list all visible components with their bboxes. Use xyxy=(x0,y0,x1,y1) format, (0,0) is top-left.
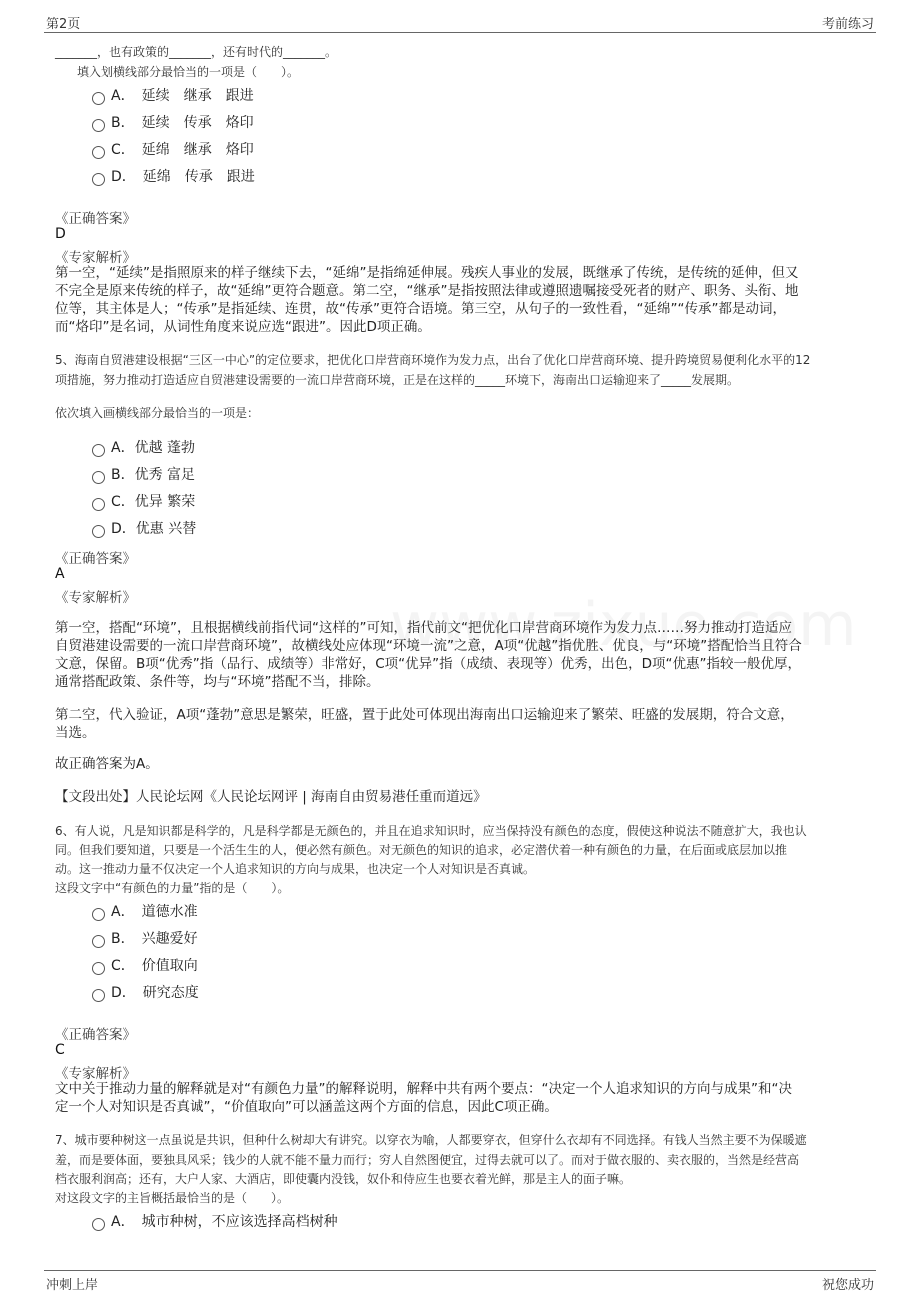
radio-icon[interactable] xyxy=(92,989,105,1002)
q6-stem-line: 动。这一推动力量不仅决定一个人追求知识的方向与成果，也决定一个人对知识是否真诚。 xyxy=(55,862,536,876)
q6-analysis-label: 《专家解析》 xyxy=(55,1066,136,1082)
q6-analysis-line: 文中关于推动力量的解释就是对“有颜色力量”的解释说明，解释中共有两个要点：“决定一个人追求知识的方向与成果”和“决 xyxy=(55,1081,792,1097)
radio-icon[interactable] xyxy=(92,962,105,975)
q7-option-a[interactable]: A． 城市种树，不应该选择高档树种 xyxy=(92,1212,338,1232)
radio-icon[interactable] xyxy=(92,119,105,132)
q5-analysis-line: 自贸港建设需要的一流口岸营商环境”，故横线处应体现“环境一流”之意，A项“优越”指优胜、优良，与“环境”搭配恰当且符合 xyxy=(55,638,802,654)
q7-stem-line: 羞，而是要体面，要独具风采；钱少的人就不能不量力而行；穷人自然图便宜，过得去就可以了。而对于做衣服的、卖衣服的，当然是经营高 xyxy=(55,1153,800,1167)
q5-answer: A xyxy=(55,566,65,582)
radio-icon[interactable] xyxy=(92,498,105,511)
q5-analysis-label: 《专家解析》 xyxy=(55,590,136,606)
q7-stem-line: 7、城市要种树这一点虽说是共识，但种什么树却大有讲究。以穿衣为喻，人都要穿衣，但穿什么衣却有不同选择。有钱人当然主要不为保暖遮 xyxy=(55,1133,807,1147)
q6-option-b[interactable]: B． 兴趣爱好 xyxy=(92,929,198,949)
q6-answer-label: 《正确答案》 xyxy=(55,1027,136,1043)
radio-icon[interactable] xyxy=(92,1218,105,1231)
q5-analysis-line: 第二空，代入验证，A项“蓬勃”意思是繁荣，旺盛，置于此处可体现出海南出口运输迎来了繁荣、旺盛的发展期，符合文意， xyxy=(55,707,794,723)
q4-option-a[interactable]: A． 延续 继承 跟进 xyxy=(92,86,254,106)
page-number: 第2页 xyxy=(46,17,81,32)
q4-analysis-line: 而“烙印”是名词，从词性角度来说应选“跟进”。因此D项正确。 xyxy=(55,319,431,335)
q4-analysis-line: 第一空，“延续”是指照原来的样子继续下去，“延绵”是指绵延伸展。残疾人事业的发展，既继承了传统，是传统的延伸，但又 xyxy=(55,265,799,281)
q4-analysis-line: 位等，其主体是人；“传承”是指延续、连贯，故“传承”更符合语境。第三空，从句子的一致性看，“延绵”“传承”都是动词， xyxy=(55,301,786,317)
radio-icon[interactable] xyxy=(92,525,105,538)
q7-stem-line: 档衣服利润高；还有，大户人家、大酒店，即使囊内没钱，奴仆和侍应生也要衣着光鲜，那是主人的面子嘛。 xyxy=(55,1172,632,1186)
radio-icon[interactable] xyxy=(92,471,105,484)
q6-option-c[interactable]: C． 价值取向 xyxy=(92,956,198,976)
q4-analysis-line: 不完全是原来传统的样子，故“延绵”更符合题意。第二空，“继承”是指按照法律或遵照遗嘱接受死者的财产、职务、头衔、地 xyxy=(55,283,799,299)
q6-option-d[interactable]: D． 研究态度 xyxy=(92,983,199,1003)
radio-icon[interactable] xyxy=(92,935,105,948)
q5-analysis-line: 第一空，搭配“环境”，且根据横线前指代词“这样的”可知，指代前文“把优化口岸营商环境作为发力点……努力推动打造适应 xyxy=(55,620,792,636)
q5-analysis-line: 通常搭配政策、条件等，均与“环境”搭配不当，排除。 xyxy=(55,674,380,690)
radio-icon[interactable] xyxy=(92,146,105,159)
footer-left-text: 冲刺上岸 xyxy=(46,1278,99,1293)
header-title: 考前练习 xyxy=(821,17,874,32)
q6-stem-line: 同。但我们要知道，只要是一个活生生的人，便必然有颜色。对无颜色的知识的追求，必定潜伏着一种有颜色的力量，在后面或底层加以推 xyxy=(55,843,788,857)
q5-analysis-line: 当选。 xyxy=(55,725,96,741)
q4-option-d[interactable]: D． 延绵 传承 跟进 xyxy=(92,167,255,187)
q6-option-a[interactable]: A． 道德水准 xyxy=(92,902,198,922)
page-header xyxy=(44,12,876,33)
q6-stem-line: 这段文字中“有颜色的力量”指的是（ ）。 xyxy=(55,881,290,895)
q4-continuation: _______，也有政策的_______，还有时代的_______。 xyxy=(55,45,338,59)
q5-answer-label: 《正确答案》 xyxy=(55,551,136,567)
q5-option-d[interactable]: D．优惠 兴替 xyxy=(92,519,196,539)
q5-conclusion: 故正确答案为A。 xyxy=(55,756,159,772)
q5-stem-line: 项措施，努力推动打造适应自贸港建设需要的一流口岸营商环境，正是在这样的_____环境下，海南出口运输迎来了_____发展期。 xyxy=(55,373,740,387)
radio-icon[interactable] xyxy=(92,173,105,186)
q5-option-c[interactable]: C．优异 繁荣 xyxy=(92,492,195,512)
q4-answer: D xyxy=(55,226,66,242)
footer-right-text: 祝您成功 xyxy=(821,1278,874,1293)
radio-icon[interactable] xyxy=(92,444,105,457)
q6-analysis-line: 定一个人对知识是否真诚”，“价值取向”可以涵盖这两个方面的信息，因此C项正确。 xyxy=(55,1099,558,1115)
q5-stem-line: 5、海南自贸港建设根据“三区一中心”的定位要求，把优化口岸营商环境作为发力点，出台了优化口岸营商环境、提升跨境贸易便利化水平的12 xyxy=(55,353,811,367)
page-footer xyxy=(44,1270,876,1293)
q4-option-c[interactable]: C． 延绵 继承 烙印 xyxy=(92,140,254,160)
radio-icon[interactable] xyxy=(92,908,105,921)
radio-icon[interactable] xyxy=(92,92,105,105)
q4-analysis-label: 《专家解析》 xyxy=(55,250,136,266)
q5-prompt: 依次填入画横线部分最恰当的一项是： xyxy=(55,406,260,420)
q5-source: 【文段出处】人民论坛网《人民论坛网评 | 海南自由贸易港任重而道远》 xyxy=(55,789,487,805)
q6-stem-line: 6、有人说，凡是知识都是科学的，凡是科学都是无颜色的，并且在追求知识时，应当保持没有颜色的态度，假使这种说法不随意扩大，我也认 xyxy=(55,824,807,838)
q6-answer: C xyxy=(55,1042,65,1058)
q4-answer-label: 《正确答案》 xyxy=(55,211,136,227)
q7-stem-line: 对这段文字的主旨概括最恰当的是（ ）。 xyxy=(55,1191,290,1205)
q5-analysis-line: 文意，保留。B项“优秀”指（品行、成绩等）非常好，C项“优异”指（成绩、表现等）优秀，出色，D项“优惠”指较一般优厚， xyxy=(55,656,802,672)
q5-option-b[interactable]: B．优秀 富足 xyxy=(92,465,195,485)
q4-stem: 填入划横线部分最恰当的一项是（ ）。 xyxy=(77,65,300,79)
q4-option-b[interactable]: B． 延续 传承 烙印 xyxy=(92,113,254,133)
q5-option-a[interactable]: A．优越 蓬勃 xyxy=(92,438,195,458)
